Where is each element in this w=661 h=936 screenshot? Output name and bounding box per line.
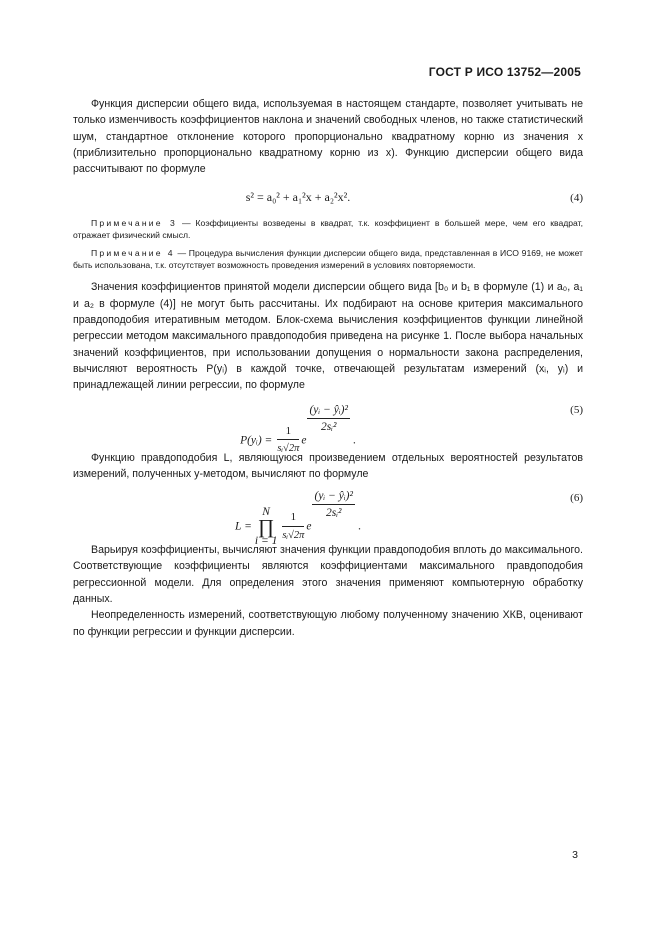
formula-5-expression: P(yᵢ) = $\frac{1}{\text{sᵢ√2π}}$ e $\frac{\text{(yᵢ − ŷᵢ)²}}{\text{2sᵢ²}}$ . xyxy=(73,402,523,458)
formula-6 xyxy=(73,488,583,547)
formula-4-number: (4) xyxy=(570,192,583,205)
product-upper-limit: N xyxy=(262,505,270,518)
formula-5-exponent xyxy=(307,402,349,437)
paragraph-2: Значения коэффициентов принятой модели дисперсии общего вида [b₀ и b₁ в формуле (1) и a₀, a₁ и a₂ в формуле (4)] не могут быть рассчитаны. Их подбирают на основе критерия максимального правдоподобия итеративным методом. Блок-схема вычисления коэффициентов функции линейной регрессии методом максимального правдоподобия приведена на рисунке 1. После выбора начальных значений коэффициентов, при использовании допущения о нормальности закона распределения, вычисляют вероятность P(yᵢ) в каждой точке, отвечающей результатам измерений (xᵢ, yᵢ) и принадлежащей линии регрессии, по формуле xyxy=(73,281,583,392)
formula-5-exp-base: e xyxy=(301,433,307,446)
note-4 xyxy=(73,247,583,271)
formula-6-fraction xyxy=(282,509,304,544)
paragraph-4: Варьируя коэффициенты, вычисляют значения функции правдоподобия вплоть до максимального. Соответствующие коэффициенты являются коэффициентами максимального правдоподобия регрессионной модели. Для определения этого значения применяют компьютерную обработку данных. xyxy=(73,544,583,606)
formula-6-exp-den: 2sᵢ² xyxy=(325,507,342,520)
note-4-text: — Процедура вычисления функции дисперсии общего вида, представленная в ИСО 9169, не может быть использована, т.к. отсутствует возможность проведения измерений в условиях повторяемости. xyxy=(73,248,583,271)
note-4-label: Примечание 4 xyxy=(91,248,175,259)
formula-6-exponent xyxy=(312,488,354,523)
note-3-label: Примечание 3 xyxy=(91,218,177,229)
formula-6-lhs: L = xyxy=(235,520,252,533)
formula-6-numerator: 1 xyxy=(282,509,304,526)
formula-5-exp-num: (yᵢ − ŷᵢ)² xyxy=(307,402,349,419)
formula-6-exp-base: e xyxy=(306,520,312,533)
formula-5-lhs: P(yᵢ) = xyxy=(240,433,273,446)
formula-5-number: (5) xyxy=(570,403,583,416)
paragraph-1: Функция дисперсии общего вида, используемая в настоящем стандарте, позволяет учитывать не только изменчивость коэффициентов наклона и значений свободных членов, но также статистический шум, стандартное отклонение которого пропорционально квадратному корню из значения x (приблизительно пропорционально квадратному корню из x). Функцию дисперсии общего вида рассчитывают по формуле xyxy=(73,98,583,176)
formula-6-number: (6) xyxy=(570,492,583,505)
formula-6-expression: L = N ∏ i = 1 $\frac{1}{\text{sᵢ√2π}}$ e $\frac{\text{(yᵢ − ŷᵢ)²}}{\text{2sᵢ²}}$ . xyxy=(235,490,361,547)
formula-5-numerator: 1 xyxy=(277,423,299,440)
page-number: 3 xyxy=(572,849,578,861)
document-header: ГОСТ Р ИСО 13752—2005 xyxy=(428,65,581,79)
product-operator xyxy=(254,505,278,547)
page-body xyxy=(73,96,583,640)
note-3-text: — Коэффициенты возведены в квадрат, т.к. коэффициент в большей мере, чем его квадрат, отражает физический смысл. xyxy=(73,218,584,241)
note-3 xyxy=(73,217,583,241)
formula-4-expression: s² = a₀² + a₁²x + a₂²x². xyxy=(245,190,351,205)
formula-4 xyxy=(73,185,583,213)
product-lower-limit: i = 1 xyxy=(254,534,278,547)
formula-5 xyxy=(73,400,583,455)
formula-6-denominator: sᵢ√2π xyxy=(282,529,305,541)
formula-5-exp-den: 2sᵢ² xyxy=(320,420,337,433)
paragraph-5: Неопределенность измерений, соответствующую любому полученному значению ХКВ, оценивают по функции регрессии и функции дисперсии. xyxy=(73,609,583,638)
formula-5-fraction xyxy=(277,423,299,458)
formula-5-denominator: sᵢ√2π xyxy=(277,443,300,455)
formula-6-exp-num: (yᵢ − ŷᵢ)² xyxy=(312,488,354,505)
paragraph-3: Функцию правдоподобия L, являющуюся произведением отдельных вероятностей результатов измерений, полученных y-методом, вычисляют по формуле xyxy=(73,451,583,480)
product-symbol-icon: ∏ xyxy=(257,515,275,538)
